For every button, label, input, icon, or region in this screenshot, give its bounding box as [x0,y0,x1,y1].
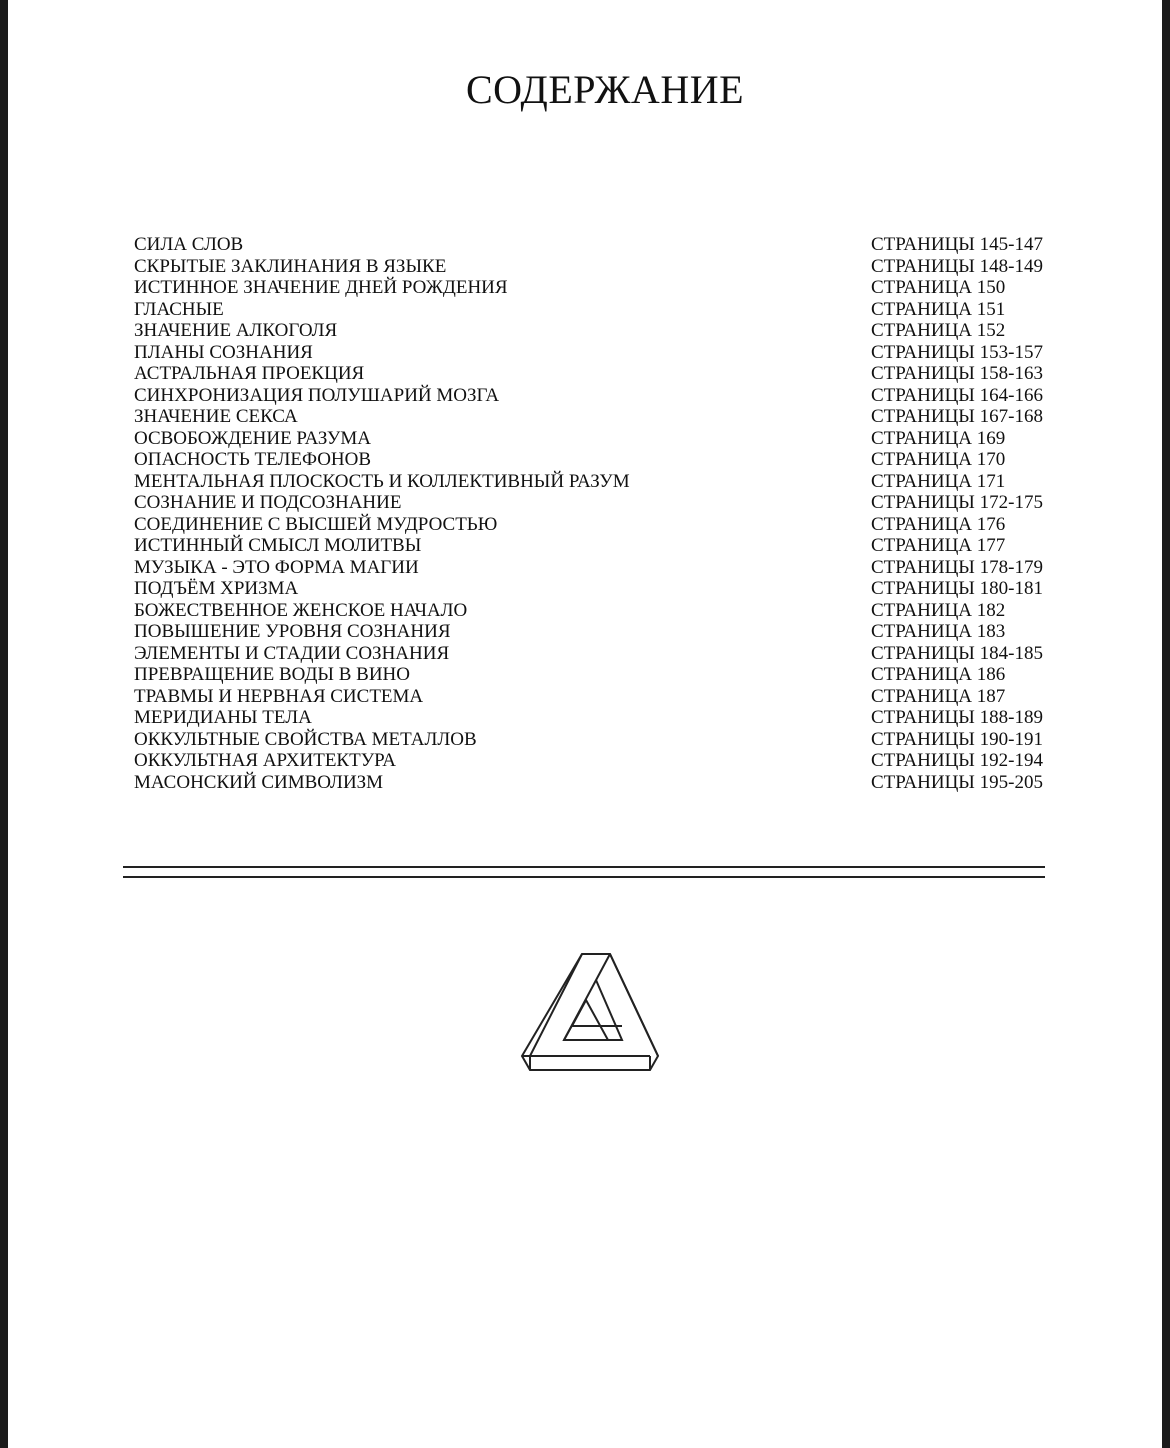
toc-entry-title: БОЖЕСТВЕННОЕ ЖЕНСКОЕ НАЧАЛО [134,599,468,621]
divider-line-top [123,866,1045,868]
toc-entry-pages: СТРАНИЦА 152 [871,320,1006,341]
toc-entry-title: МЕРИДИАНЫ ТЕЛА [134,707,312,728]
toc-entry-title: СИНХРОНИЗАЦИЯ ПОЛУШАРИЙ МОЗГА [134,384,500,406]
toc-entry-pages: СТРАНИЦЫ 172-175 [871,492,1043,513]
toc-entry-title: ОСВОБОЖДЕНИЕ РАЗУМА [134,427,371,449]
toc-entry-pages: СТРАНИЦЫ 184-185 [871,642,1043,664]
toc-entry-title: СИЛА СЛОВ [134,234,244,255]
toc-entry-pages: СТРАНИЦЫ 145-147 [871,234,1043,255]
toc-entry-pages: СТРАНИЦА 170 [871,449,1006,470]
toc-entry-title: МЕНТАЛЬНАЯ ПЛОСКОСТЬ И КОЛЛЕКТИВНЫЙ РАЗУМ [134,470,630,492]
toc-entry [134,471,1054,493]
toc-entry-pages: СТРАНИЦЫ 178-179 [871,556,1043,578]
toc-entry-pages: СТРАНИЦЫ 148-149 [871,255,1043,277]
toc-entry-pages: СТРАНИЦЫ 153-157 [871,341,1043,363]
toc-entry-title: ОККУЛЬТНЫЕ СВОЙСТВА МЕТАЛЛОВ [134,728,477,750]
toc-entry-pages: СТРАНИЦА 177 [871,535,1006,556]
toc-entry-pages: СТРАНИЦЫ 180-181 [871,578,1043,599]
toc-entry-pages: СТРАНИЦЫ 167-168 [871,406,1043,427]
toc-entry-pages: СТРАНИЦА 176 [871,513,1006,535]
toc-entry [134,535,1054,557]
toc-entry-pages: СТРАНИЦЫ 190-191 [871,728,1043,750]
toc-entry [134,578,1054,600]
toc-entry [134,234,1054,256]
toc-entry-title: ЗНАЧЕНИЕ АЛКОГОЛЯ [134,320,338,341]
toc-entry-title: ПЛАНЫ СОЗНАНИЯ [134,341,313,363]
toc-entry [134,557,1054,579]
toc-entry [134,664,1054,686]
toc-entry [134,600,1054,622]
toc-entry-pages: СТРАНИЦА 171 [871,470,1006,492]
toc-entry-title: ТРАВМЫ И НЕРВНАЯ СИСТЕМА [134,685,424,707]
toc-entry-title: ЗНАЧЕНИЕ СЕКСА [134,406,298,427]
toc-entry-title: ОПАСНОСТЬ ТЕЛЕФОНОВ [134,449,372,470]
toc-entry-pages: СТРАНИЦА 187 [871,685,1006,707]
divider-line-bottom [123,876,1045,878]
toc-entry [134,686,1054,708]
toc-entry-title: СОЕДИНЕНИЕ С ВЫСШЕЙ МУДРОСТЬЮ [134,513,498,535]
toc-entry [134,277,1054,299]
toc-entry [134,428,1054,450]
toc-entry-title: ПРЕВРАЩЕНИЕ ВОДЫ В ВИНО [134,664,410,685]
toc-entry [134,772,1054,794]
toc-entry-title: ИСТИННЫЙ СМЫСЛ МОЛИТВЫ [134,535,422,556]
page-title: СОДЕРЖАНИЕ [465,67,745,112]
toc-entry-title: АСТРАЛЬНАЯ ПРОЕКЦИЯ [134,363,365,384]
toc-entry [134,299,1054,321]
toc-entry [134,514,1054,536]
toc-entry-title: СОЗНАНИЕ И ПОДСОЗНАНИЕ [134,492,402,513]
toc-entry [134,750,1054,772]
toc-entry-title: ПОДЪЁМ ХРИЗМА [134,578,299,599]
toc-entry-pages: СТРАНИЦЫ 164-166 [871,384,1043,406]
toc-entry-title: ГЛАСНЫЕ [134,298,224,320]
toc-entry-title: ОККУЛЬТНАЯ АРХИТЕКТУРА [134,750,397,771]
toc-entry-pages: СТРАНИЦЫ 192-194 [871,750,1043,771]
toc-entry-pages: СТРАНИЦА 150 [871,277,1006,298]
impossible-triangle-icon [508,944,668,1076]
toc-entry-pages: СТРАНИЦА 186 [871,664,1006,685]
toc-entry-pages: СТРАНИЦЫ 158-163 [871,363,1043,384]
toc-entry-pages: СТРАНИЦЫ 195-205 [871,771,1043,793]
toc-entry [134,385,1054,407]
toc-entry-pages: СТРАНИЦА 169 [871,427,1006,449]
toc-entry-title: СКРЫТЫЕ ЗАКЛИНАНИЯ В ЯЗЫКЕ [134,255,447,277]
toc-entry [134,492,1054,514]
document-page [8,0,1162,1448]
toc-entry-pages: СТРАНИЦА 151 [871,298,1006,320]
toc-entry [134,320,1054,342]
toc-entry [134,643,1054,665]
toc-entry [134,342,1054,364]
toc-entry [134,621,1054,643]
toc-entry-title: МАСОНСКИЙ СИМВОЛИЗМ [134,771,384,793]
toc-entry-title: ЭЛЕМЕНТЫ И СТАДИИ СОЗНАНИЯ [134,642,450,664]
toc-entry [134,707,1054,729]
table-of-contents [134,234,1054,793]
toc-entry-title: МУЗЫКА - ЭТО ФОРМА МАГИИ [134,556,419,578]
toc-entry [134,256,1054,278]
toc-entry [134,729,1054,751]
toc-entry-title: ПОВЫШЕНИЕ УРОВНЯ СОЗНАНИЯ [134,621,451,642]
toc-entry [134,449,1054,471]
toc-entry-pages: СТРАНИЦА 183 [871,621,1006,642]
toc-entry-title: ИСТИННОЕ ЗНАЧЕНИЕ ДНЕЙ РОЖДЕНИЯ [134,277,508,298]
toc-entry-pages: СТРАНИЦА 182 [871,599,1006,621]
toc-entry [134,363,1054,385]
toc-entry-pages: СТРАНИЦЫ 188-189 [871,707,1043,728]
toc-entry [134,406,1054,428]
